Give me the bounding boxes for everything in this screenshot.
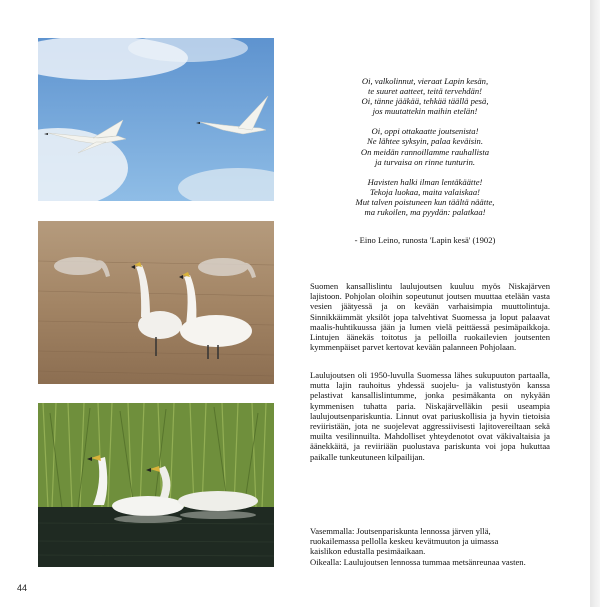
poem-line: Havisten halki ilman lentäkäätte! [367, 176, 483, 187]
caption-line: kaislikon edustalla pesimäaikaan. [310, 546, 426, 557]
poem-line: Oi, oppi ottakaatte joutsenista! [371, 126, 479, 137]
poem-attribution: - Eino Leino, runosta 'Lapin kesä' (1902) [354, 235, 496, 245]
photo-swans-water [38, 403, 274, 567]
photo-caption [310, 526, 560, 567]
poem-line: ja turvaisa on rinne tunturin. [374, 156, 476, 167]
caption-line: Oikealla: Laulujoutsen lennossa tummaa metsänreunaa vasten. [310, 556, 526, 567]
poem-line: Ne lähtee syksyin, palaa keväisin. [367, 136, 483, 147]
poem-line: Oi, tänne jääkää, tehkää täällä pesä, [361, 96, 489, 107]
body-paragraph-1: Suomen kansallislintu laulujoutsen kuuluu myös Niskajärven lajistoon. Pohjolan oloihin sopeutunut joutsen muuttaa etelään vasta vesien jäätyessä ja on kevään varhaisimpia muuttolintuja. Sinnikkäimmät yksilöt jopa talvehtivat Suomessa ja loput palaavat maalis-huhtikuussa jään ja lumen vielä peittäessä pesimäpaikkoja. Lintujen äänekäs toitotus ja pelloilla ruokailevien joutsenten kymmenpäiset parvet kertovat kevään palanneen Pohjolaan. [310, 281, 550, 353]
poem [300, 76, 550, 227]
caption-line: Vasemmalla: Joutsenpariskunta lennossa järven yllä, [310, 526, 491, 536]
photo-swans-flying [38, 38, 274, 201]
caption-line: ruokailemassa pellolla keskeu kevätmuuton ja uimassa [310, 536, 499, 547]
poem-line: Mut talven poistuneen kun täältä näätte, [355, 196, 495, 207]
poem-line: On meidän rannoillamme rauhallista [360, 146, 490, 157]
poem-stanza-3 [300, 177, 550, 217]
poem-line: te suuret aatteet, teitä tervehdän! [368, 86, 482, 97]
photo-swans-field [38, 221, 274, 384]
poem-line: jos muutattekin maihin etelän! [372, 106, 478, 117]
poem-stanza-2 [300, 126, 550, 166]
poem-line: Tekoja luokaa, maita valaiskaa! [370, 186, 480, 197]
poem-stanza-1 [300, 76, 550, 116]
page-edge-shadow [590, 0, 600, 607]
poem-line: Oi, valkolinnut, vieraat Lapin kesän, [361, 76, 489, 86]
body-paragraph-2: Laulujoutsen oli 1950-luvulla Suomessa lähes sukupuuton partaalla, mutta lajin rauhoitus yhdessä suojelu- ja valistustyön kanssa pelastivat kansallislintumme, jonka pesimäkanta on nykyään kymmenisen tuhatta paria. Niskajärvelläkin pesii useampia laulujoutsenpariskuntia. Linnut ovat pariuskollisia ja hyvin tietoisia reviiristään, jota ne suojelevat aggressiivisesti lajitovereiltaan sekä muilta vesilinnuilta. Mahdolliset yhteydenotot ovat väkivaltaisia ja äänekkäitä, ja reviiriään puolustava pariskunta voi jopa hukuttaa paikalle tunkeutuneen kilpailijan. [310, 370, 550, 462]
poem-line: ma rukoilen, ma pyydän: palatkaa! [364, 207, 486, 218]
page-number: 44 [17, 583, 28, 593]
